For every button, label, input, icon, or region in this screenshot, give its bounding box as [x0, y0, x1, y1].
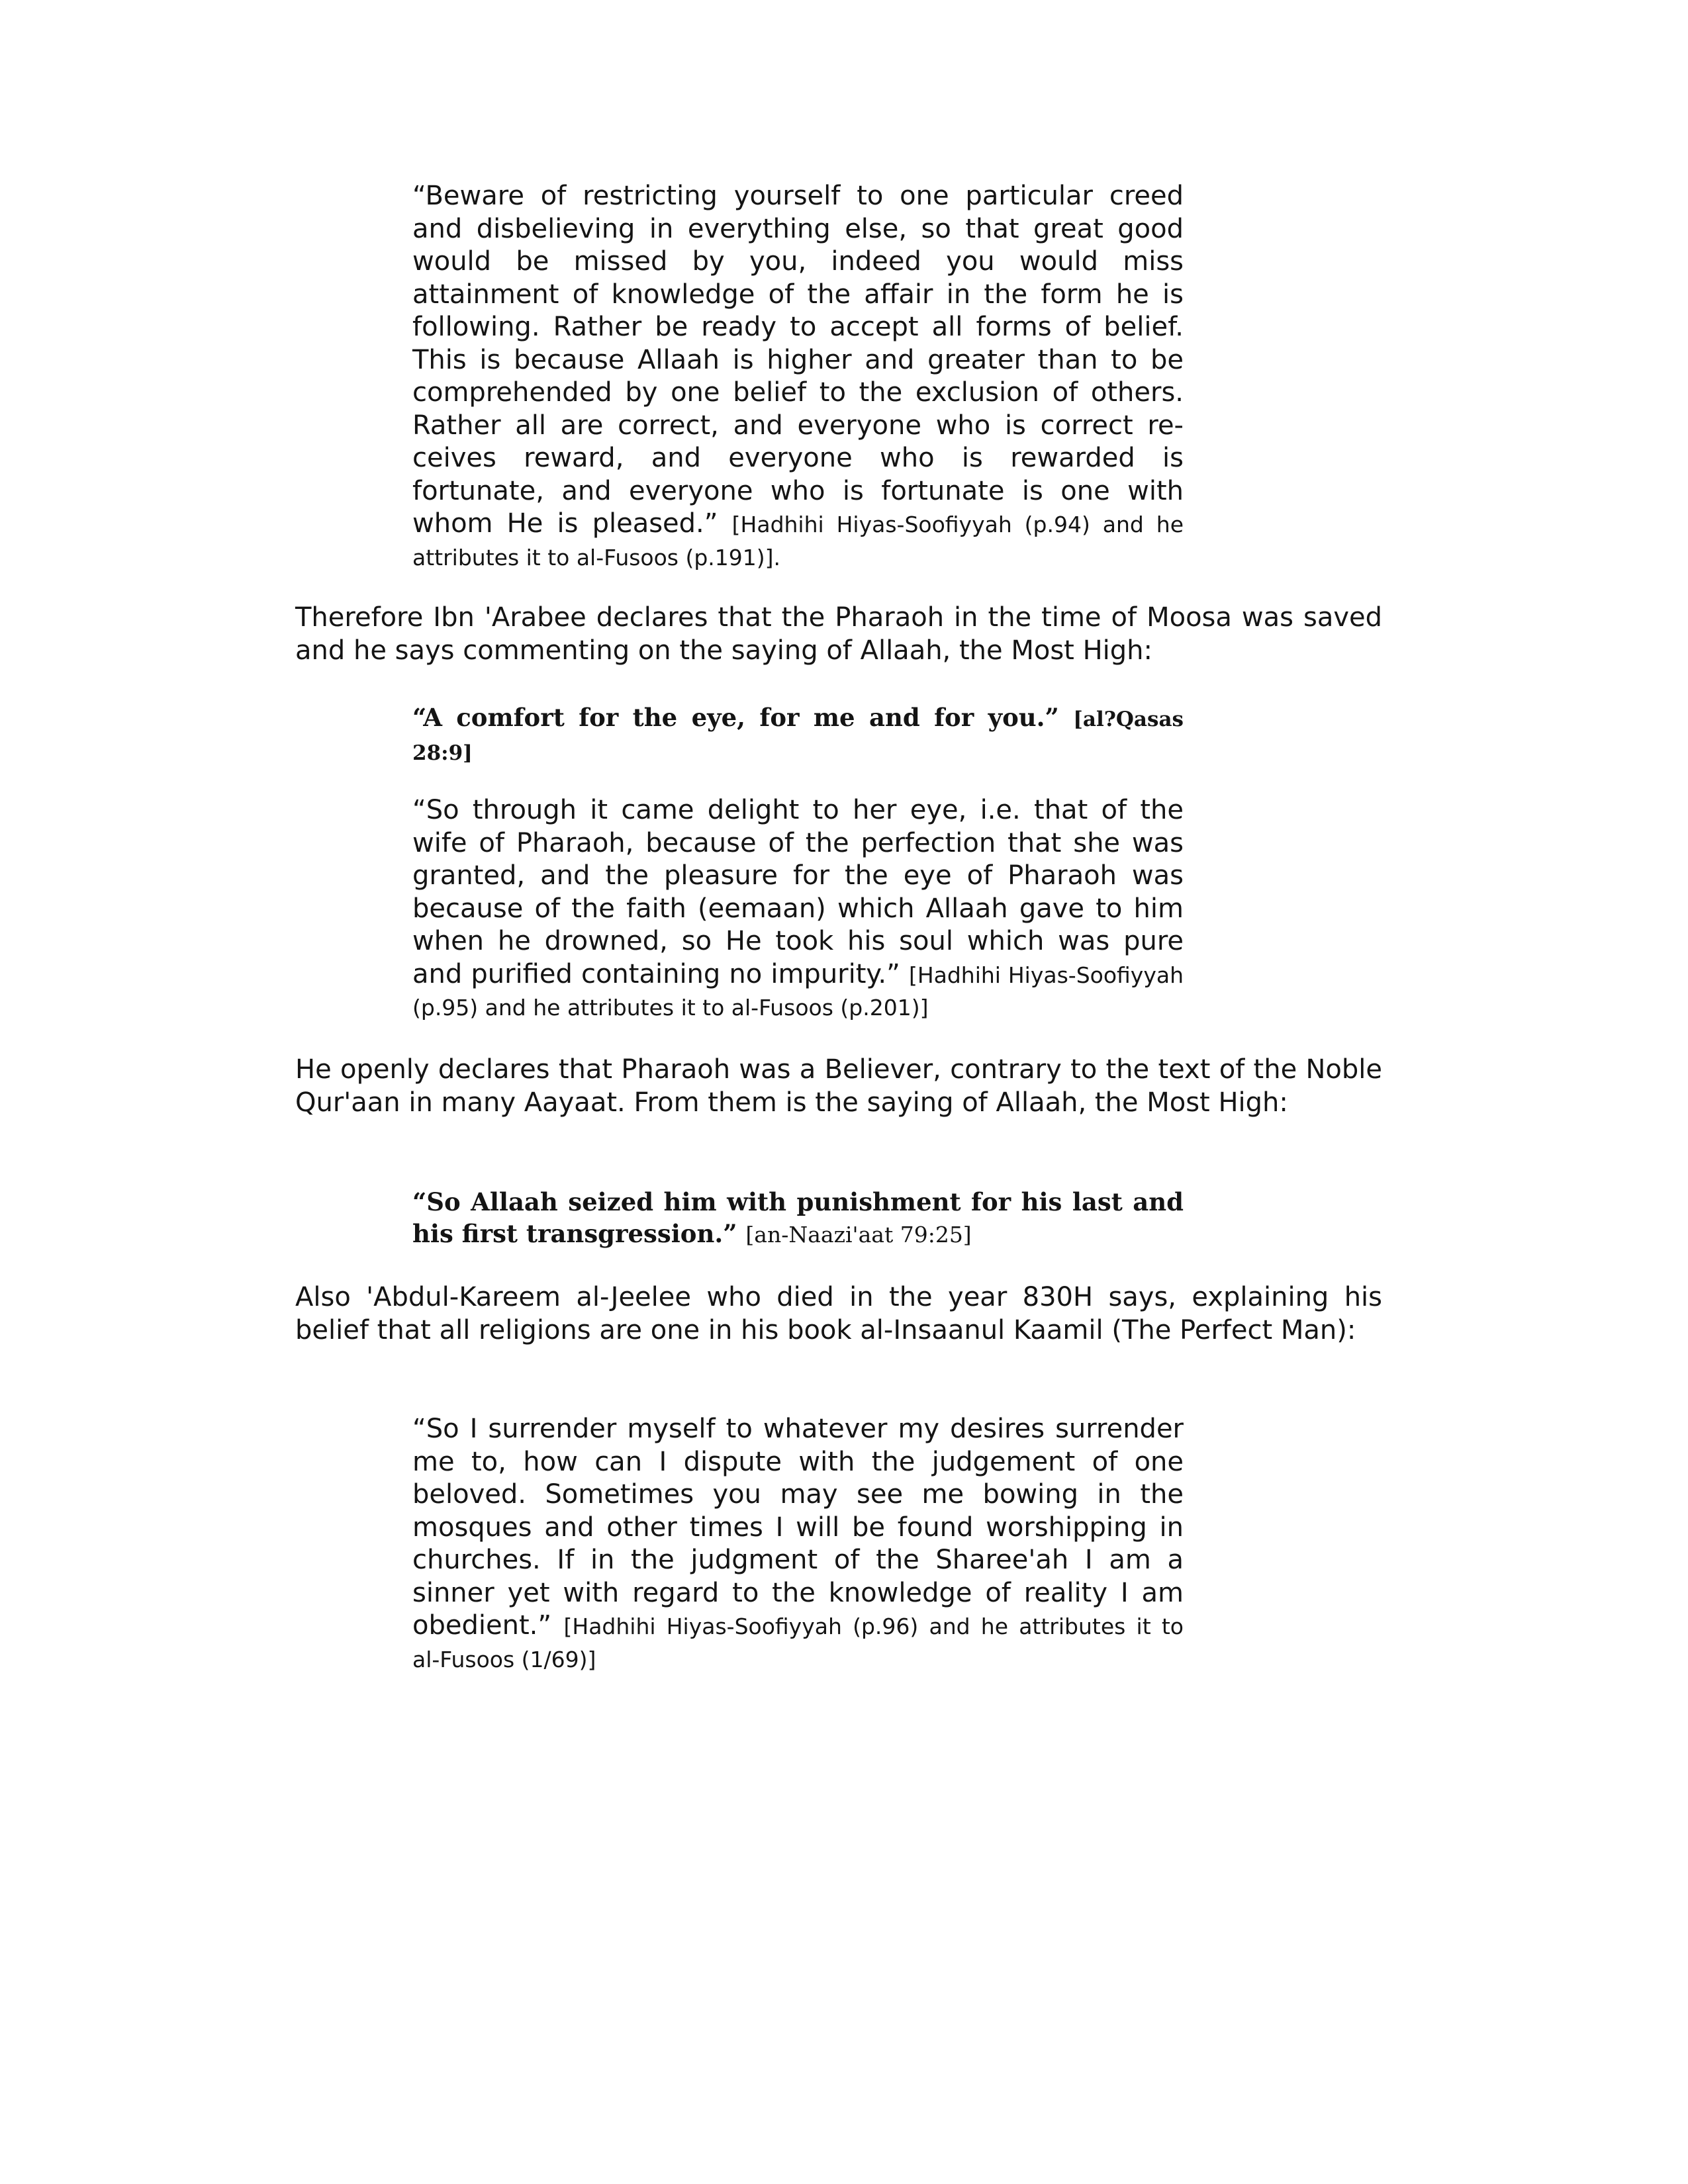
paragraph-pharaoh-saved: Therefore Ibn 'Arabee declares that the Pharaoh in the time of Moosa was saved and he says commenting on the saying of Allaah, the Most High:	[295, 602, 1382, 666]
quote-reference: [Hadhihi Hiyas-Soofiyyah (p.96) and he attributes it to al-Fusoos (1/69)]	[412, 1614, 1184, 1672]
verse-an-naaziaat	[412, 1186, 1184, 1251]
quote-text: “So I surrender myself to whatever my desires surrender me to, how can I dispute with the judgement of one beloved. Sometimes you may see me bowing in the mosques and other times I will be found worshipping in churches. If in the judgment of the Sharee'ah I am a sinner yet with regard to the knowledge of reality I am obedient.”	[412, 1414, 1184, 1641]
quote-surrender	[412, 1413, 1184, 1675]
quote-text: “Beware of restricting yourself to one particular creed and disbelieving in everything else, so that great good would be missed by you, indeed you would miss attainment of knowledge of the affair in the form he is following. Rather be ready to accept all forms of belief. This is because Allaah is higher and greater than to be comprehended by one belief to the exclusion of others. Rather all are correct, and everyone who is correct re-ceives reward, and everyone who is rewarded is fortunate, and everyone who is fortunate is one with whom He is pleased.”	[412, 181, 1184, 539]
quote-reference: [Hadhihi Hiyas-Soofiyyah (p.95) and he attributes it to al-Fusoos (p.201)]	[412, 962, 1184, 1021]
quote-reference: [Hadhihi Hiyas-Soofiyyah (p.94) and he attributes it to al-Fusoos (p.191)].	[412, 512, 1184, 570]
quote-ibn-arabee-creed	[412, 180, 1184, 573]
verse-text: “So Allaah seized him with punishment for his last and his first transgression.”	[412, 1187, 1184, 1248]
verse-text: “A comfort for the eye, for me and for you.”	[412, 703, 1059, 732]
quote-delight-to-eye	[412, 794, 1184, 1024]
verse-reference: [al?Qasas 28:9]	[412, 707, 1184, 765]
paragraph-pharaoh-believer: He openly declares that Pharaoh was a Believer, contrary to the text of the Noble Qur'aan in many Aayaat. From them is the saying of Allaah, the Most High:	[295, 1054, 1382, 1118]
verse-al-qasas	[412, 702, 1184, 769]
verse-reference: [an-Naazi'aat 79:25]	[745, 1222, 972, 1248]
paragraph-al-jeelee: Also 'Abdul-Kareem al-Jeelee who died in the year 830H says, explaining his belief that all religions are one in his book al-Insaanul Kaamil (The Perfect Man):	[295, 1282, 1382, 1345]
quote-text: “So through it came delight to her eye, i.e. that of the wife of Pharaoh, because of the perfection that she was granted, and the pleasure for the eye of Pharaoh was because of the faith (eemaan) which Allaah gave to him when he drowned, so He took his soul which was pure and purified containing no impurity.”	[412, 795, 1184, 989]
